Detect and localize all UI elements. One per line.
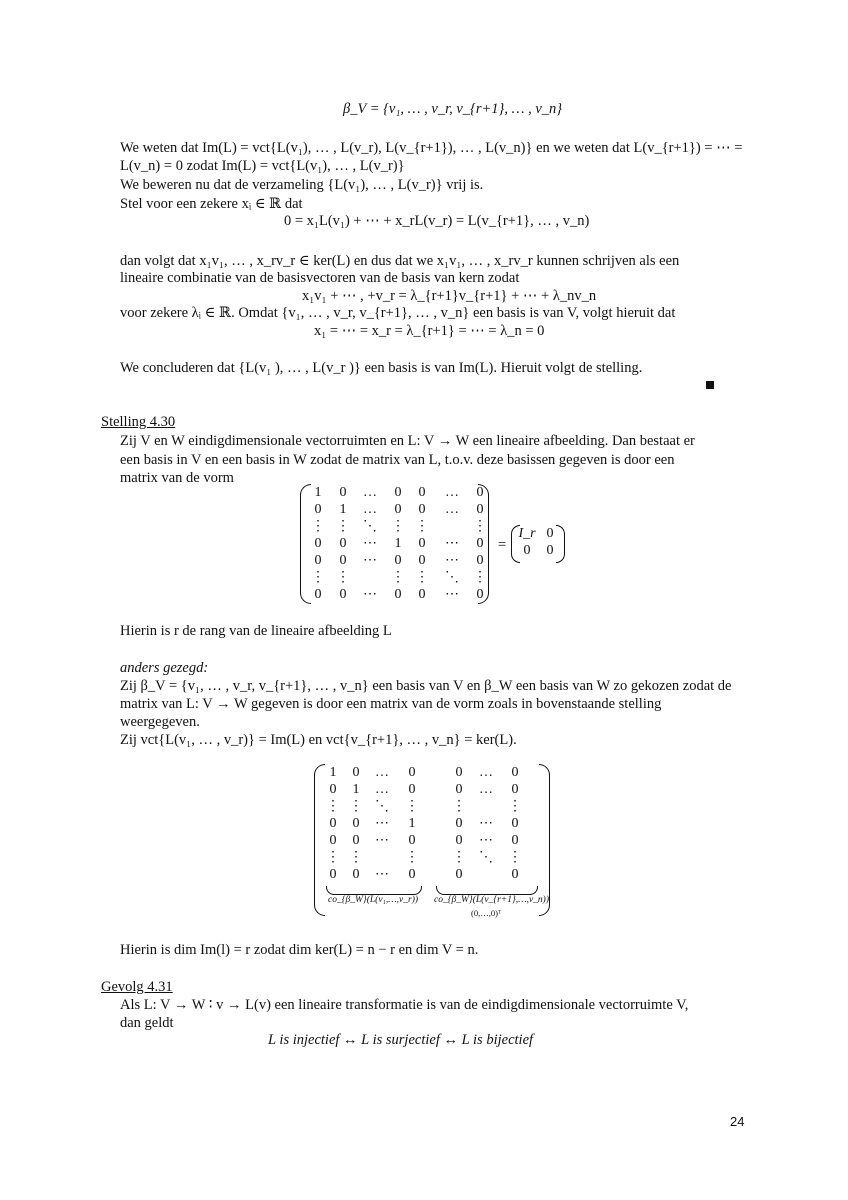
matrix-right-cell: 0: [511, 782, 519, 797]
stelling-text: een basis in V en een basis in W zodat de matrix van L, t.o.v. deze basissen gegeven is door een: [120, 452, 675, 468]
anders-text: weergegeven.: [120, 714, 200, 730]
coordinate-matrix: [314, 764, 559, 924]
zero-block: 0: [546, 526, 554, 541]
matrix-cell: 0: [394, 502, 402, 517]
matrix-cell: ⋮: [415, 570, 429, 585]
matrix-cell: ⋮: [336, 570, 350, 585]
anders-text: Zij β_V = {v₁, … , v_r, v_{r+1}, … , v_n} een basis van V en β_W een basis van W zo gekozen zodat de: [120, 678, 732, 694]
matrix-cell: 1: [339, 502, 347, 517]
matrix-right-cell: ⋮: [452, 799, 466, 814]
matrix-cell: ⋮: [473, 519, 487, 534]
matrix-left-cell: 0: [408, 782, 416, 797]
gevolg-text: dan geldt: [120, 1015, 174, 1031]
equals-sign: =: [498, 537, 507, 553]
stelling-text: matrix van de vorm: [120, 470, 234, 486]
matrix-left-cell: ⋮: [349, 799, 363, 814]
equivalence-statement: L is injectief ↔ L is surjectief ↔ L is bijectief: [268, 1032, 534, 1048]
matrix-right-cell: 0: [511, 833, 519, 848]
matrix-cell: ⋮: [391, 570, 405, 585]
matrix-left-cell: ⋮: [326, 850, 340, 865]
matrix-cell: …: [445, 502, 459, 517]
basis-equation: β_V = {v₁, … , v_r, v_{r+1}, … , v_n}: [343, 101, 563, 117]
matrix-cell: …: [363, 502, 377, 517]
small-block-matrix: [511, 525, 567, 563]
matrix-cell: 0: [394, 553, 402, 568]
matrix-left-cell: 0: [352, 765, 360, 780]
zero-block: 0: [523, 543, 531, 558]
matrix-left-cell: 1: [408, 816, 416, 831]
matrix-cell: ⋮: [336, 519, 350, 534]
matrix-cell: ⋮: [311, 519, 325, 534]
matrix-right-cell: 0: [455, 816, 463, 831]
matrix-left-cell: 0: [352, 816, 360, 831]
matrix-right-cell: ⋱: [479, 850, 493, 865]
rang-sentence: Hierin is r de rang van de lineaire afbeelding L: [120, 623, 392, 639]
matrix-cell: ⋯: [445, 553, 459, 568]
brace-sublabel-right: (0,…,0)ᵀ: [471, 908, 501, 918]
matrix-cell: 0: [418, 502, 426, 517]
matrix-cell: 0: [476, 536, 484, 551]
matrix-cell: 0: [476, 502, 484, 517]
proof-line: Stel voor een zekere xᵢ ∈ ℝ dat: [120, 196, 303, 212]
matrix-right-cell: ⋯: [479, 833, 493, 848]
matrix-left-cell: ⋯: [375, 867, 389, 882]
matrix-cell: ⋮: [473, 570, 487, 585]
matrix-left-cell: 0: [408, 867, 416, 882]
matrix-right-cell: …: [479, 782, 493, 797]
matrix-left-cell: 0: [408, 833, 416, 848]
matrix-cell: 0: [394, 587, 402, 602]
anders-heading: anders gezegd:: [120, 660, 209, 676]
matrix-left-cell: 1: [329, 765, 337, 780]
matrix-left-cell: 0: [329, 816, 337, 831]
proof-line: dan volgt dat x₁v₁, … , x_rv_r ∈ ker(L) en dus dat we x₁v₁, … , x_rv_r kunnen schrijven als een: [120, 253, 680, 269]
matrix-left-cell: ⋮: [405, 850, 419, 865]
matrix-right-cell: 0: [511, 816, 519, 831]
matrix-cell: 0: [339, 553, 347, 568]
anders-text: Zij vct{L(v₁, … , v_r)} = Im(L) en vct{v_{r+1}, … , v_n} = ker(L).: [120, 732, 517, 748]
matrix-cell: 0: [476, 485, 484, 500]
matrix-left-cell: 0: [408, 765, 416, 780]
proof-equation: 0 = x₁L(v₁) + ⋯ + x_rL(v_r) = L(v_{r+1}, … , v_n): [284, 213, 590, 229]
matrix-right-cell: 0: [511, 765, 519, 780]
matrix-cell: 0: [476, 553, 484, 568]
matrix-cell: ⋯: [363, 553, 377, 568]
matrix-right-cell: ⋮: [508, 850, 522, 865]
matrix-right-cell: ⋯: [479, 816, 493, 831]
brace-label-left: co_{β_W}(L(v₁,…,v_r)): [328, 895, 419, 905]
dimension-sentence: Hierin is dim Im(l) = r zodat dim ker(L) = n − r en dim V = n.: [120, 942, 479, 958]
matrix-left-cell: …: [375, 765, 389, 780]
identity-block: I_r: [518, 526, 536, 541]
matrix-cell: ⋮: [415, 519, 429, 534]
proof-line: L(v_n) = 0 zodat Im(L) = vct{L(v₁), … , L(v_r)}: [120, 158, 405, 174]
stelling-text: Zij V en W eindigdimensionale vectorruimten en L: V → W een lineaire afbeelding. Dan bestaat er: [120, 433, 695, 449]
matrix-cell: ⋯: [445, 536, 459, 551]
matrix-left-cell: ⋱: [375, 799, 389, 814]
matrix-cell: 0: [418, 536, 426, 551]
matrix-cell: 0: [339, 536, 347, 551]
matrix-right-cell: 0: [455, 782, 463, 797]
matrix-left-cell: 0: [329, 867, 337, 882]
zero-block: 0: [546, 543, 554, 558]
matrix-right-cell: …: [479, 765, 493, 780]
gevolg-title: Gevolg 4.31: [101, 979, 173, 995]
stelling-title: Stelling 4.30: [101, 414, 176, 430]
matrix-left-cell: ⋯: [375, 833, 389, 848]
gevolg-text: Als L: V → W ∶ v → L(v) een lineaire transformatie is van de eindigdimensionale vectorruimte V,: [120, 997, 689, 1013]
matrix-cell: 0: [314, 536, 322, 551]
matrix-right-cell: 0: [511, 867, 519, 882]
matrix-cell: ⋯: [363, 536, 377, 551]
matrix-cell: 0: [418, 587, 426, 602]
matrix-cell: 0: [394, 485, 402, 500]
matrix-cell: 0: [418, 485, 426, 500]
matrix-cell: ⋯: [363, 587, 377, 602]
proof-line: We weten dat Im(L) = vct{L(v₁), … , L(v_r), L(v_{r+1}), … , L(v_n)} en we weten dat L(v_{r+1}) = ⋯ =: [120, 140, 743, 156]
matrix-cell: 1: [394, 536, 402, 551]
matrix-cell: ⋮: [391, 519, 405, 534]
matrix-left-cell: ⋯: [375, 816, 389, 831]
matrix-cell: …: [363, 485, 377, 500]
anders-text: matrix van L: V → W gegeven is door een matrix van de vorm zoals in bovenstaande stelling: [120, 696, 662, 712]
proof-conclusion: We concluderen dat {L(v₁ ), … , L(v_r )} een basis is van Im(L). Hieruit volgt de stelling.: [120, 360, 643, 376]
matrix-cell: 0: [314, 587, 322, 602]
proof-line: voor zekere λᵢ ∈ ℝ. Omdat {v₁, … , v_r, v_{r+1}, … , v_n} een basis is van V, volgt hieruit dat: [120, 305, 676, 321]
qed-square: [706, 381, 714, 389]
matrix-right-cell: ⋮: [508, 799, 522, 814]
proof-line: lineaire combinatie van de basisvectoren van de basis van kern zodat: [120, 270, 520, 286]
proof-line: We beweren nu dat de verzameling {L(v₁), … , L(v_r)} vrij is.: [120, 177, 484, 193]
matrix-left-cell: ⋮: [326, 799, 340, 814]
matrix-cell: 0: [476, 587, 484, 602]
matrix-cell: 0: [339, 587, 347, 602]
matrix-cell: 0: [314, 553, 322, 568]
matrix-cell: 1: [314, 485, 322, 500]
matrix-left-cell: …: [375, 782, 389, 797]
matrix-left-cell: 0: [329, 782, 337, 797]
matrix-right-cell: 0: [455, 833, 463, 848]
matrix-cell: 0: [339, 485, 347, 500]
matrix-cell: ⋯: [445, 587, 459, 602]
matrix-left-cell: 1: [352, 782, 360, 797]
block-matrix: [300, 484, 500, 606]
matrix-left-cell: ⋮: [349, 850, 363, 865]
matrix-cell: …: [445, 485, 459, 500]
matrix-right-cell: 0: [455, 867, 463, 882]
matrix-cell: 0: [314, 502, 322, 517]
matrix-right-cell: 0: [455, 765, 463, 780]
matrix-left-cell: 0: [352, 833, 360, 848]
matrix-left-cell: ⋮: [405, 799, 419, 814]
matrix-cell: ⋱: [363, 519, 377, 534]
page-number: 24: [730, 1114, 745, 1129]
proof-equation: x₁v₁ + ⋯ , +v_r = λ_{r+1}v_{r+1} + ⋯ + λ_nv_n: [302, 288, 597, 304]
matrix-right-cell: ⋮: [452, 850, 466, 865]
matrix-cell: ⋮: [311, 570, 325, 585]
matrix-cell: 0: [418, 553, 426, 568]
matrix-left-cell: 0: [329, 833, 337, 848]
brace-label-right: co_{β_W}(L(v_{r+1},…,v_n)): [434, 895, 549, 905]
proof-equation: x₁ = ⋯ = x_r = λ_{r+1} = ⋯ = λ_n = 0: [314, 323, 545, 339]
matrix-cell: ⋱: [445, 570, 459, 585]
matrix-left-cell: 0: [352, 867, 360, 882]
